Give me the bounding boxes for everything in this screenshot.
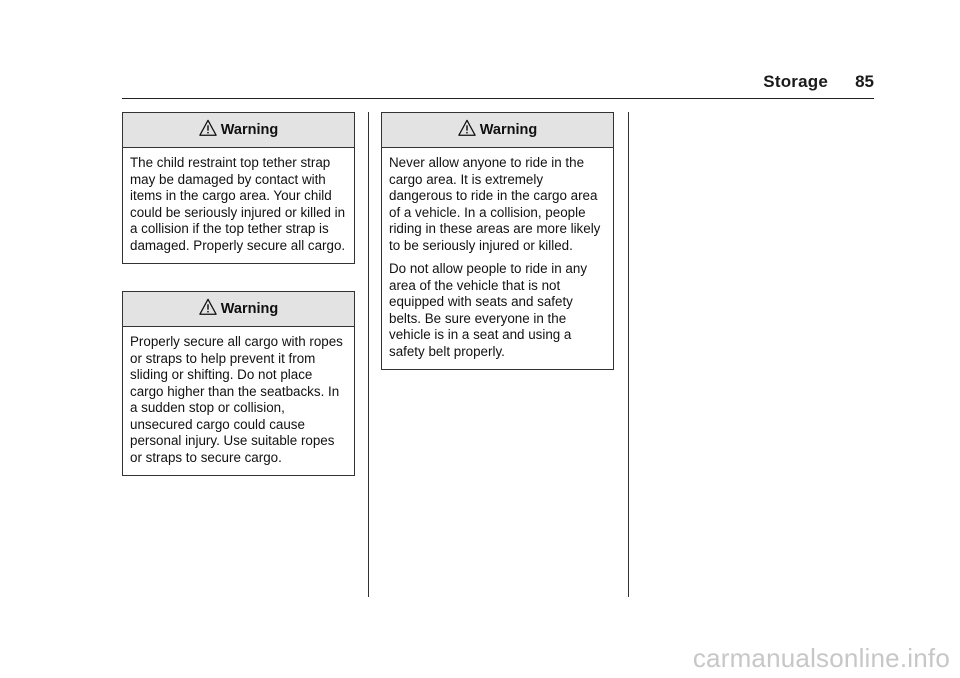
warning-body (123, 327, 354, 475)
warning-title: Warning (479, 122, 538, 138)
warning-box-tether (122, 112, 355, 264)
section-title: Storage (763, 72, 828, 91)
warning-header (123, 292, 354, 327)
warning-header (382, 113, 613, 148)
warning-title: Warning (220, 122, 279, 138)
warning-paragraph: The child restraint top tether strap may be damaged by contact with items in the cargo area. Your child could be seriously injured or killed in a collision if the top tether strap is damaged. Properly secure all cargo. (130, 155, 346, 253)
column-divider-2 (628, 112, 629, 597)
warning-header (123, 113, 354, 148)
page-number: 85 (855, 72, 874, 91)
column-divider-1 (368, 112, 369, 597)
warning-box-cargo-riding (381, 112, 614, 370)
warning-paragraph: Properly secure all cargo with ropes or straps to help prevent it from sliding or shifting. Do not place cargo higher than the seatbacks. In a sudden stop or collision, unsecured cargo could cause personal injury. Use suitable ropes or straps to secure cargo. (130, 334, 343, 465)
warning-triangle-icon (199, 119, 217, 137)
warning-title: Warning (220, 301, 279, 317)
warning-body (123, 148, 354, 263)
warning-box-secure-cargo (122, 291, 355, 476)
page-header (122, 64, 874, 99)
watermark: carmanualsonline.info (692, 643, 950, 673)
warning-triangle-icon (458, 119, 476, 137)
warning-paragraph: Do not allow people to ride in any area of the vehicle that is not equipped with seats and safety belts. Be sure everyone in the vehicle is in a seat and using a safety belt properly. (389, 261, 588, 359)
warning-paragraph: Never allow anyone to ride in the cargo area. It is extremely dangerous to ride in the cargo area of a vehicle. In a collision, people riding in these areas are more likely to be seriously injured or killed. (389, 155, 601, 253)
warning-triangle-icon (199, 298, 217, 316)
warning-body (382, 148, 613, 369)
